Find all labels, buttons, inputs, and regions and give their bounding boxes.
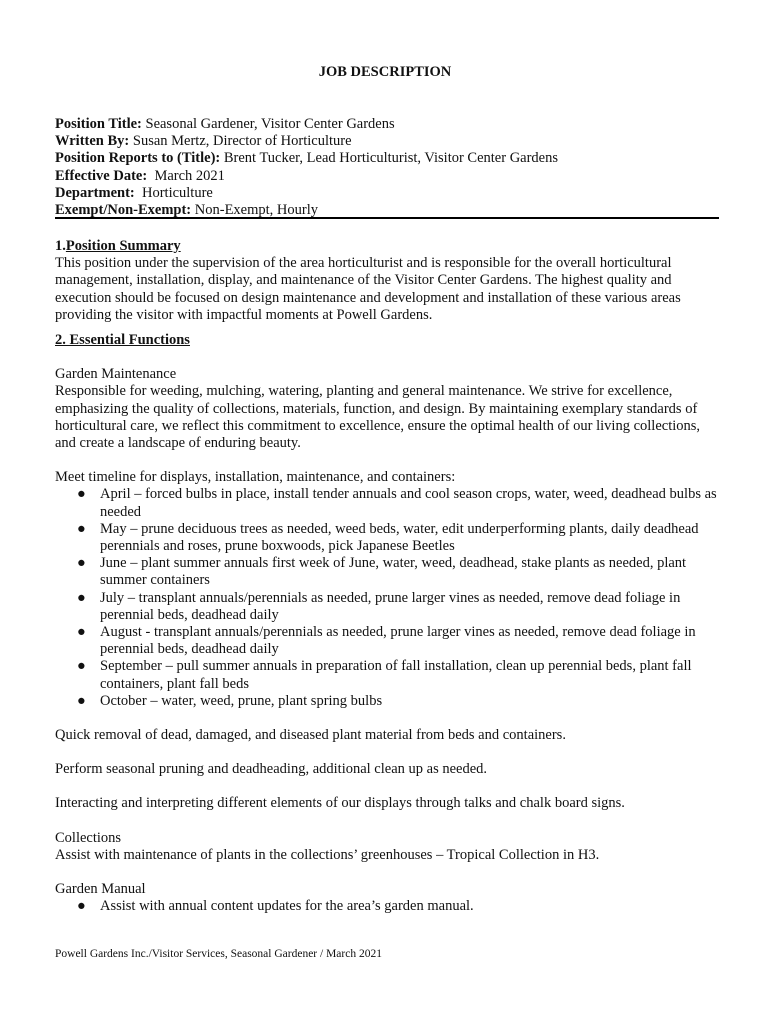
meta-value: Seasonal Gardener, Visitor Center Gardens [141,116,395,132]
bullet-icon: ● [77,692,86,709]
document-body [55,238,719,916]
list-item: ● July – transplant annuals/perennials as needed, prune larger vines as needed, remove dead foliage in perennial beds, deadhead daily [77,589,681,623]
collections-text: Assist with maintenance of plants in the collections’ greenhouses – Tropical Collection in H3. [55,846,600,863]
timeline-intro: Meet timeline for displays, installation, maintenance, and containers: [55,469,456,486]
garden-maintenance-text: Responsible for weeding, mulching, watering, planting and general maintenance. We strive for excellence, emphasizing the quality of collections, materials, function, and design. By maintaining exemplary standards of horticultural care, we reflect this commitment to excellence, ensure the optimal health of our living collections, and create a landscape of enduring beauty. [55,383,701,452]
list-item: ● Assist with annual content updates for the area’s garden manual. [77,898,474,915]
position-metadata [55,116,719,219]
section-position-summary [55,238,719,324]
meta-label: Position Reports to (Title): [55,150,221,167]
bullet-icon: ● [77,898,86,915]
section-heading: 2. Essential Functions [55,332,190,349]
meta-row-reports-to [55,150,719,167]
bullet-icon: ● [77,555,86,572]
page-footer: Powell Gardens Inc./Visitor Services, Seasonal Gardener / March 2021 [55,948,382,960]
garden-manual-list [55,898,719,915]
quick-removal-text: Quick removal of dead, damaged, and diseased plant material from beds and containers. [55,727,566,744]
meta-row-department [55,185,719,202]
meta-row-effective-date [55,168,719,185]
bullet-icon: ● [77,520,86,537]
bullet-icon: ● [77,658,86,675]
bullet-icon: ● [77,624,86,641]
list-item: ● August - transplant annuals/perennials as needed, prune larger vines as needed, remove dead foliage in perennial beds, deadhead daily [77,624,696,658]
subsection-title: Garden Manual [55,881,146,898]
seasonal-pruning-text: Perform seasonal pruning and deadheading, additional clean up as needed. [55,761,488,778]
meta-value: Horticulture [134,184,213,201]
section-heading: Position Summary [65,238,181,254]
meta-value: Susan Mertz, Director of Horticulture [129,133,352,150]
list-item: ● October – water, weed, prune, plant spring bulbs [77,692,383,709]
meta-label: Written By: [55,133,130,150]
document-title: JOB DESCRIPTION [318,64,452,80]
meta-label: Effective Date: [55,167,148,184]
list-item: ● June – plant summer annuals first week of June, water, weed, deadhead, stake plants as needed, plant summer containers [77,555,687,589]
section-essential-functions [55,332,719,915]
list-item: ● September – pull summer annuals in preparation of fall installation, clean up perennial beds, plant fall containers, plant fall beds [77,658,692,692]
bullet-icon: ● [77,589,86,606]
section-number: 1. [55,238,66,254]
interacting-text: Interacting and interpreting different elements of our displays through talks and chalk board signs. [55,795,625,812]
meta-value: Brent Tucker, Lead Horticulturist, Visitor Center Gardens [220,150,559,167]
meta-label: Department: [55,184,135,201]
meta-row-position-title [55,116,719,133]
list-item: ● May – prune deciduous trees as needed, weed beds, water, edit underperforming plants, daily deadhead perennials and roses, prune boxwoods, pick Japanese Beetles [77,520,699,555]
bullet-icon: ● [77,486,86,503]
list-item: ● April – forced bulbs in place, install tender annuals and cool season crops, water, weed, deadhead bulbs as needed [77,486,717,520]
subsection-title: Collections [55,829,122,846]
position-summary-text: This position under the supervision of the area horticulturist and is responsible for the overall horticultural management, installation, display, and maintenance of the Visitor Center Gardens. The highest quality and execution should be focused on design maintenance and development and installation of these various areas providing the visitor with impactful moments at Powell Gardens. [55,255,681,323]
timeline-list [55,486,719,710]
subsection-title: Garden Maintenance [55,366,177,383]
meta-label: Position Title: [55,116,142,132]
meta-label: Exempt/Non-Exempt: [55,202,192,219]
meta-row-written-by [55,133,719,150]
meta-value: Non-Exempt, Hourly [191,202,318,219]
meta-value: March 2021 [147,167,225,184]
header-divider [55,217,719,219]
